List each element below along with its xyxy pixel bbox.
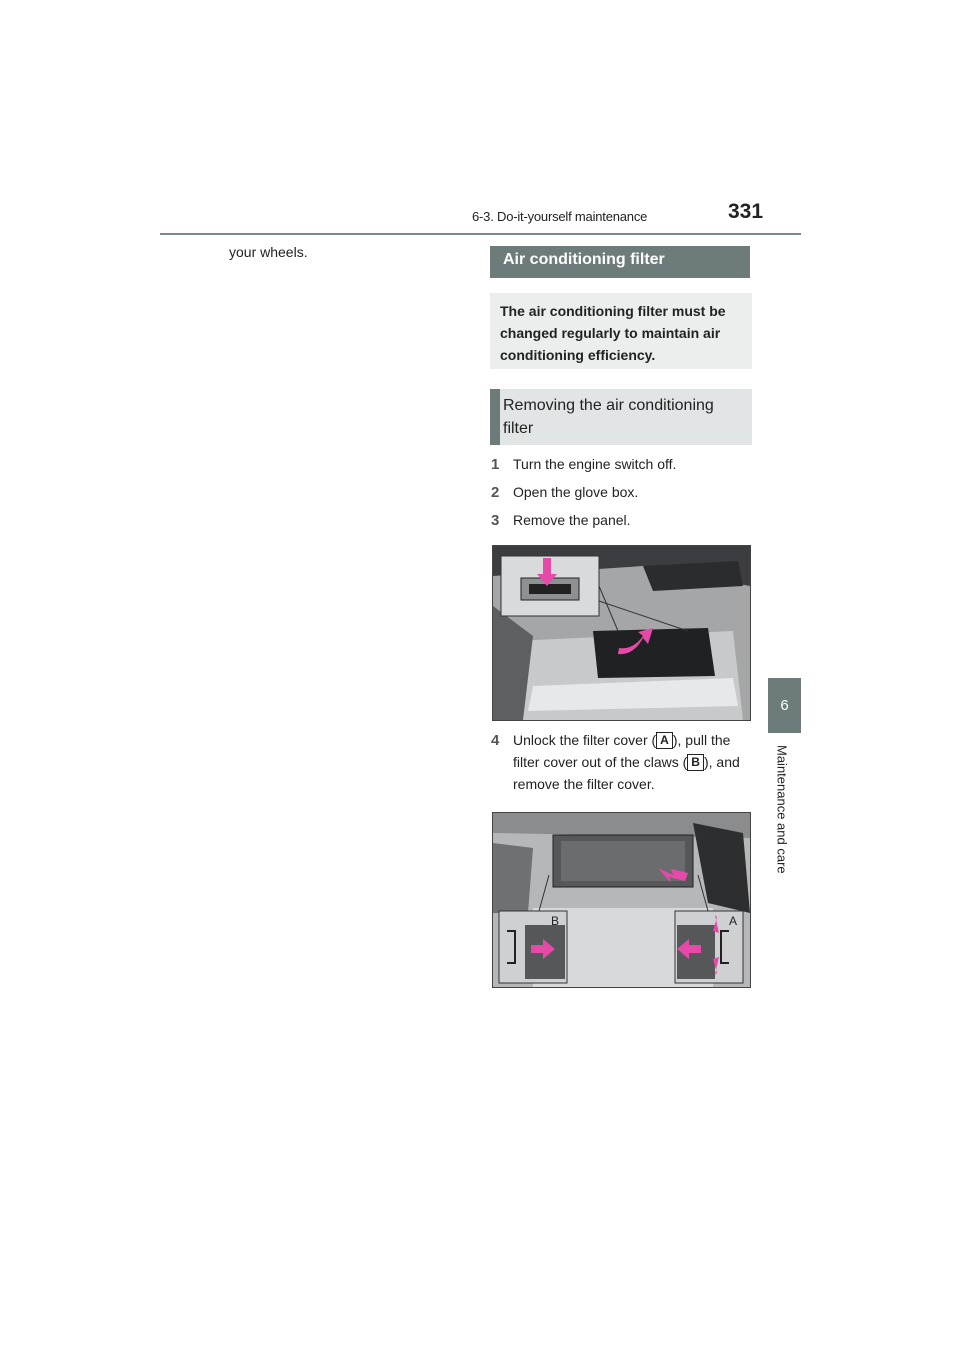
- step-1: [491, 453, 676, 476]
- step-4-number: [491, 729, 513, 752]
- section-title: 6-3. Do-it-yourself maintenance: [472, 209, 648, 224]
- chapter-number: 6: [780, 697, 789, 714]
- step-4-text-c: ), and remove the filter cover.: [513, 754, 740, 792]
- step-4-text: [513, 729, 753, 795]
- continued-text: your wheels.: [229, 244, 308, 260]
- step-number: 1: [491, 456, 500, 473]
- subsection-heading: Removing the air conditioning filter: [490, 389, 752, 445]
- intro-box: The air conditioning filter must be changed regularly to maintain air conditioning efficiency.: [490, 293, 752, 369]
- chapter-title-text: Maintenance and care: [774, 745, 790, 874]
- filter-cover-figure: [492, 812, 751, 988]
- remove-panel-figure: [492, 545, 751, 721]
- step-4-text-b: ), pull the filter cover out of the claws (: [513, 732, 731, 770]
- section-heading: Air conditioning filter: [490, 246, 750, 278]
- chapter-title: [770, 745, 794, 890]
- page-number: 331: [728, 200, 764, 223]
- step-4-text-a: Unlock the filter cover (: [513, 732, 657, 748]
- step-number: 2: [491, 484, 500, 501]
- label-a-badge: A: [656, 732, 673, 749]
- step-number: 4: [491, 732, 500, 749]
- step-text: Turn the engine switch off.: [513, 456, 677, 472]
- step-text: Remove the panel.: [513, 512, 631, 528]
- label-b-badge: B: [687, 754, 704, 771]
- step-text: Open the glove box.: [513, 484, 639, 500]
- step-3: [491, 509, 631, 532]
- figure-label-b: B: [551, 914, 560, 928]
- step-2: [491, 481, 638, 504]
- step-number: 3: [491, 512, 500, 529]
- figure-label-a: A: [729, 914, 738, 928]
- header-divider: [160, 233, 801, 235]
